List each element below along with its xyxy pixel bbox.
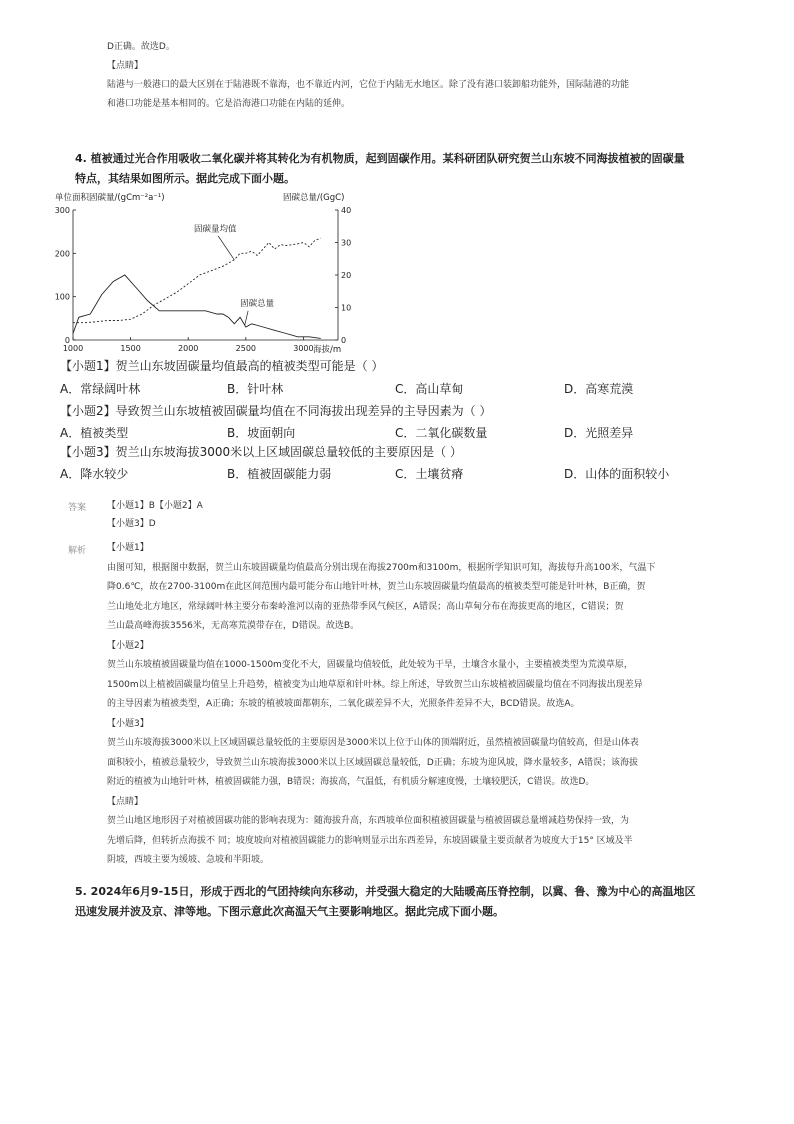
y-right-tick-label: 10 bbox=[341, 303, 352, 313]
series-line-1 bbox=[73, 275, 321, 338]
chart-series-labels bbox=[194, 224, 275, 326]
sub-question-1: 【小题1】贺兰山东坡固碳量均值最高的植被类型可能是（ ） bbox=[60, 359, 384, 373]
analysis-line: 贺兰山地区地形因子对植被固碳功能的影响表现为：随海拔升高，东西坡单位面积植被固碳量与植被固碳总量增减趋势保持一致，为 bbox=[107, 816, 630, 826]
analysis-line: 阴坡，西坡主要为缓坡、急坡和半阳坡。 bbox=[107, 855, 270, 865]
question-5-stem bbox=[75, 882, 745, 922]
sub-question-3: 【小题3】贺兰山东坡海拔3000米以上区域固碳总量较低的主要原因是（ ） bbox=[60, 445, 462, 459]
sub2-option-b[interactable]: B．坡面朝向 bbox=[227, 426, 296, 440]
analysis-line: 【小题1】 bbox=[107, 543, 149, 553]
sub3-option-b[interactable]: B．植被固碳能力弱 bbox=[227, 467, 332, 481]
analysis-line: 【小题2】 bbox=[107, 640, 149, 651]
left-axis-title: 单位面积固碳量/(gCm⁻²a⁻¹) bbox=[55, 193, 165, 203]
analysis-label: 解析 bbox=[68, 546, 87, 556]
x-tick-label: 2000 bbox=[178, 344, 199, 353]
sub1-option-c[interactable]: C．高山草甸 bbox=[395, 382, 464, 396]
sub1-option-d[interactable]: D．高寒荒漠 bbox=[564, 382, 634, 396]
answer-label: 答案 bbox=[68, 503, 87, 513]
sub1-option-a[interactable]: A．常绿阔叶林 bbox=[60, 382, 141, 396]
right-axis-title: 固碳总量/(GgC) bbox=[283, 193, 345, 203]
sub2-option-a[interactable]: A．植被类型 bbox=[60, 426, 129, 440]
y-left-tick-label: 300 bbox=[54, 206, 70, 215]
analysis-line: 【小题3】 bbox=[107, 718, 149, 729]
sub3-option-d[interactable]: D．山体的面积较小 bbox=[564, 467, 670, 481]
x-tick-label: 2500 bbox=[235, 344, 257, 353]
y-left-tick-label: 100 bbox=[54, 292, 70, 302]
analysis-line: 由图可知，根据图中数据，贺兰山东坡固碳量均值最高分别出现在海拔2700m和3100m，根据所学知识可知，海拔每升高100米，气温下 bbox=[107, 562, 656, 573]
question-4-stem bbox=[75, 149, 745, 189]
analysis-line: 贺兰山东坡海拔3000米以上区域固碳总量较低的主要原因是3000米以上位于山体的顶端附近，虽然植被固碳量均值较高，但是山体表 bbox=[107, 738, 639, 748]
analysis-line: 先增后降，但转折点海拔不 同；坡度坡向对植被固碳能力的影响则显示出东西差异，东坡固碳量主要贡献者为坡度大于15° 区域及半 bbox=[107, 835, 633, 846]
question-5-stem-line-1: 5. 2024年6月9-15日，形成于西北的气团持续向东移动，并受强大稳定的大陆暖高压脊控制，以冀、鲁、豫为中心的高温地区 bbox=[75, 885, 696, 898]
tip-text-line-1: 陆港与一般港口的最大区别在于陆港既不靠海，也不靠近内河，它位于内陆无水地区。除了没有港口装卸船功能外，国际陆港的功能 bbox=[107, 80, 630, 90]
tip-tag: 【点睛】 bbox=[107, 61, 144, 71]
analysis-line: 降0.6℃，故在2700-3100m在此区间范围内最可能分布山地针叶林，贺兰山东坡固碳量均值最高的植被类型可能是针叶林，B正确，贺 bbox=[107, 582, 646, 592]
analysis-line: 附近的植被为山地针叶林，植被固碳能力强，B错误；海拔高，气温低，有机质分解速度慢，土壤较肥沃，C错误。故选D。 bbox=[107, 777, 595, 787]
sub3-option-a[interactable]: A．降水较少 bbox=[60, 467, 129, 481]
sub1-option-b[interactable]: B．针叶林 bbox=[227, 382, 284, 396]
answer-line-1: 【小题1】B【小题2】A bbox=[107, 501, 203, 511]
carbon-fixation-chart bbox=[50, 190, 370, 360]
y-right-tick-label: 0 bbox=[341, 336, 347, 345]
chart-series bbox=[73, 238, 321, 338]
y-right-tick-label: 30 bbox=[341, 238, 352, 248]
question-4-stem-line-1: 4. 植被通过光合作用吸收二氧化碳并将其转化为有机物质，起到固碳作用。某科研团队研究贺兰山东坡不同海拔植被的固碳量 bbox=[75, 152, 685, 165]
series-1-leader bbox=[245, 311, 248, 326]
analysis-line: 的主导因素为植被类型，A正确；东坡的植被坡面都朝东，二氧化碳差异不大，光照条件差异不大，BCD错误。故选A。 bbox=[107, 699, 580, 709]
analysis-line: 兰山地处北方地区，常绿阔叶林主要分布秦岭淮河以南的亚热带季风气候区，A错误；高山草甸分布在海拔更高的地区，C错误；贺 bbox=[107, 601, 624, 612]
analysis-line: 1500m以上植被固碳量均值呈上升趋势，植被变为山地草原和针叶林。综上所述，导致贺兰山东坡植被固碳量均值在不同海拔出现差异 bbox=[107, 679, 643, 690]
analysis-block bbox=[107, 539, 727, 871]
analysis-line: 贺兰山东坡植被固碳量均值在1000-1500m变化不大，固碳量均值较低，此处较为干旱，土壤含水量小，主要植被类型为荒漠草原， bbox=[107, 660, 633, 670]
analysis-line: 兰山最高峰海拔3556米，无高寒荒漠带存在，D错误。故选B。 bbox=[107, 621, 360, 631]
sub2-option-c[interactable]: C．二氧化碳数量 bbox=[395, 426, 488, 440]
x-tick-label: 3000 bbox=[293, 344, 314, 353]
series-line-0 bbox=[73, 238, 321, 323]
x-axis-title: 海拔/m bbox=[313, 345, 342, 355]
sub2-option-d[interactable]: D．光照差异 bbox=[564, 426, 634, 440]
sub-question-2: 【小题2】导致贺兰山东坡植被固碳量均值在不同海拔出现差异的主导因素为（ ） bbox=[60, 404, 492, 418]
sub3-option-c[interactable]: C．土壤贫瘠 bbox=[395, 467, 464, 481]
answer-line-2: 【小题3】D bbox=[107, 519, 156, 529]
tip-text-line-2: 和港口功能是基本相同的。它是沿海港口功能在内陆的延伸。 bbox=[107, 99, 351, 109]
y-left-tick-label: 200 bbox=[54, 249, 70, 259]
analysis-line: 【点睛】 bbox=[107, 796, 144, 807]
analysis-line: 面积较小，植被总量较少，导致贺兰山东坡海拔3000米以上区域固碳总量较低，D正确；东坡为迎风坡，降水量较多，A错误；该海拔 bbox=[107, 757, 638, 768]
series-0-leader bbox=[218, 236, 234, 260]
question-5-stem-line-2: 迅速发展并波及京、津等地。下图示意此次高温天气主要影响地区。据此完成下面小题。 bbox=[75, 905, 504, 918]
x-tick-label: 1000 bbox=[62, 344, 84, 353]
series-1-name: 固碳总量 bbox=[240, 298, 275, 309]
question-4-stem-line-2: 特点，其结果如图所示。据此完成下面小题。 bbox=[75, 172, 295, 185]
series-0-name: 固碳量均值 bbox=[193, 224, 237, 235]
y-right-tick-label: 20 bbox=[341, 271, 352, 280]
y-left-tick-label: 0 bbox=[64, 336, 70, 345]
x-tick-label: 1500 bbox=[120, 344, 141, 353]
previous-answer-block bbox=[107, 38, 727, 114]
answer-block bbox=[107, 497, 203, 533]
y-right-tick-label: 40 bbox=[341, 206, 352, 215]
previous-answer-line: D正确。故选D。 bbox=[107, 42, 175, 52]
